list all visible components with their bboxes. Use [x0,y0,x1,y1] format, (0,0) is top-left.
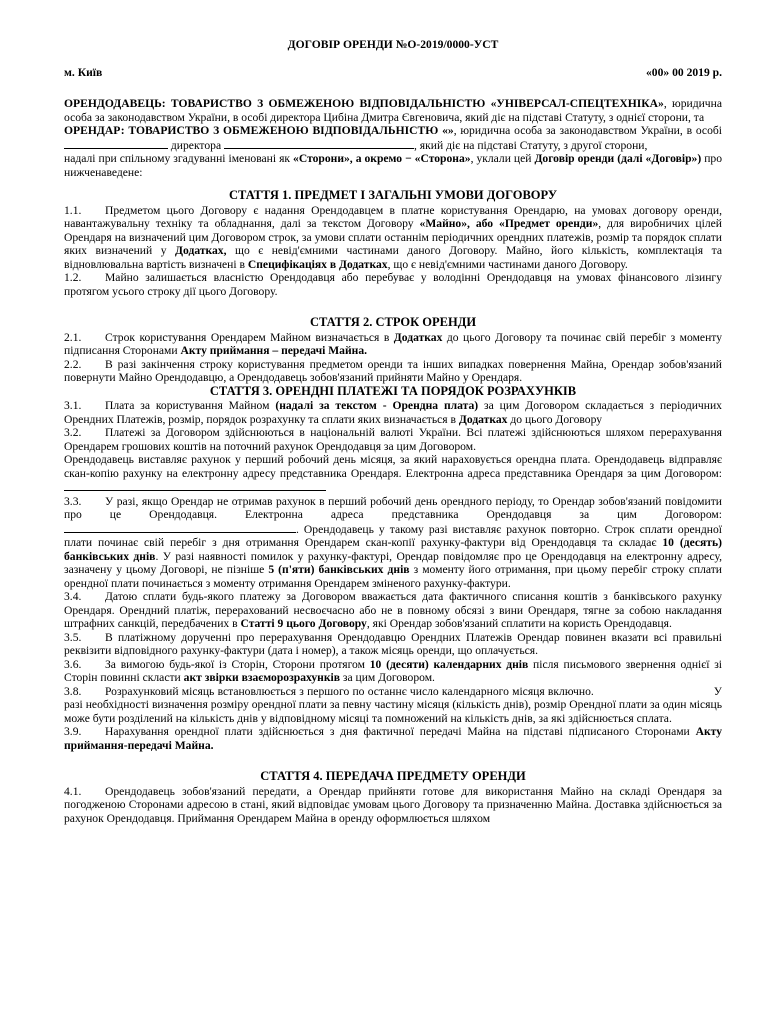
clause-3-8: 3.8. Розрахунковий місяць встановлюється з першого по останнє число календарного місяця включно. У разі необхідності визначення розміру орендної плати за певну частину місяця (кількість днів), розмір Орендної плати за один місяць може бути розділений на кількість днів у відповідному місяці та помножений на кількість днів, за які здійснюється сплата. [64,684,722,725]
lessee-paragraph: ОРЕНДАР: ТОВАРИСТВО З ОБМЕЖЕНОЮ ВІДПОВІДАЛЬНІСТЮ «», юридична особа за законодавством України, в особі директора , який діє на підставі Статуту, з другої сторони, [64,124,722,152]
document-title: ДОГОВІР ОРЕНДИ №О-2019/0000-УСТ [287,38,499,51]
lessee-name: ТОВАРИСТВО З ОБМЕЖЕНОЮ ВІДПОВІДАЛЬНІСТЮ «» [128,124,454,137]
document-page [64,38,722,825]
contract-city: м. Київ [64,65,103,79]
lessor-label: ОРЕНДОДАВЕЦЬ: [64,97,166,110]
parties-together-paragraph: надалі при спільному згадуванні іменовані як «Сторони», а окремо − «Сторона», уклали цей Договір оренди (далі «Договір») про нижченаведене: [64,152,722,179]
clause-3-1: 3.1. Плата за користування Майном (надалі за текстом - Орендна плата) за цим Договором складається з періодичних Орендних Платежів, розмір, порядок розрахунку та сплати яких визначається в Додатках до цього Договору [64,399,722,426]
clause-3-5: 3.5. В платіжному дорученні про перерахування Орендодавцю Орендних Платежів Орендар повинен вказати всі правильні реквізити відповідного рахунку-фактури (дата і номер), а також місяць оренди, що оплачується. [64,630,722,657]
clause-3-2: 3.2. Платежі за Договором здійснюються в національній валюті України. Всі платежі здійснюються шляхом перерахування Орендарем грошових коштів на поточний рахунок Орендодавця за цим Договором. [64,426,722,453]
clause-2-2: 2.2. В разі закінчення строку користування предметом оренди та інших випадках повернення Майна, Орендар зобов'язаний повернути Майно Орендодавцю, а Орендодавець зобов'язаний прийняти Майно у Орендаря. [64,357,722,384]
city-date-row [64,66,722,80]
contract-date: «00» 00 2019 р. [645,65,722,79]
clause-3-3: 3.3. У разі, якщо Орендар не отримав рахунок в перший робочий день орендного періоду, то Орендар зобов'язаний повідомити про це Орендодавця. Електронна адреса представника Орендодавця за цим Договором: . Орендодавець у такому разі виставляє рахунок повторно. Строк сплати орендної плати починає свій перебіг з дня отримання Орендарем скан-копії рахунку-фактури від Орендодавця та складає 10 (десять) банківських днів. У разі наявності помилок у рахунку-фактурі, Орендар повідомляє про це Орендодавця на електронну адресу, зазначену у цьому Договорі, не пізніше 5 (п'яти) банківських днів з моменту його отримання, при цьому перебіг строку сплати орендної плати починається з моменту отримання Орендарем зміненого рахунку-фактури. [64,494,722,590]
lessor-paragraph: ОРЕНДОДАВЕЦЬ: ТОВАРИСТВО З ОБМЕЖЕНОЮ ВІДПОВІДАЛЬНІСТЮ «УНІВЕРСАЛ-СПЕЦТЕХНІКА», юридична особа за законодавством України, в особі директора Цибіна Дмитра Євгеновича, який діє на підставі Статуту, з однієї сторони, та [64,97,722,124]
clause-1-2: 1.2. Майно залишається власністю Орендодавця або перебуває у володінні Орендодавця на умовах фінансового лізингу протягом усього строку дії цього Договору. [64,271,722,298]
clause-3-9: 3.9. Нарахування орендної плати здійснюється з дня фактичної передачі Майна на підставі підписаного Сторонами Акту приймання-передачі Майна. [64,725,722,752]
representative-blank[interactable] [64,138,168,149]
article-2-heading: СТАТТЯ 2. СТРОК ОРЕНДИ [309,315,477,329]
clause-2-1: 2.1. Строк користування Орендарем Майном визначається в Додатках до цього Договору та починає свій перебіг з моменту підписання Сторонами Акту приймання – передачі Майна. [64,330,722,357]
director-name-blank[interactable] [224,138,414,149]
lessor-email-blank[interactable] [64,522,296,533]
clause-3-4: 3.4. Датою сплати будь-якого платежу за Договором вважається дата фактичного списання коштів з банківського рахунку Орендаря. Орендний платіж, перерахований несвоєчасно або не в повному обсязі з вини Орендаря, тягне за собою накладання штрафних санкцій, передбачених в Статті 9 цього Договору, які Орендар зобов'язаний сплатити на користь Орендодавця. [64,590,722,630]
clause-3-2-invoice: Орендодавець виставляє рахунок у перший робочий день місяця, за який нараховується орендна плата. Орендодавець відправляє скан-копію рахунку на електронну адресу представника Орендаря. Електронна адреса представника Орендаря за цим Договором: [64,453,722,495]
lessee-email-blank[interactable] [64,480,326,491]
article-1-heading: СТАТТЯ 1. ПРЕДМЕТ І ЗАГАЛЬНІ УМОВИ ДОГОВОРУ [228,188,558,202]
article-3-heading: СТАТТЯ 3. ОРЕНДНІ ПЛАТЕЖІ ТА ПОРЯДОК РОЗРАХУНКІВ [209,383,577,398]
clause-4-1: 4.1. Орендодавець зобов'язаний передати, а Орендар прийняти готове для використання Майно на складі Орендаря за погодженою Сторонами адресою в стані, який відповідає умовам цього Договору та призначенню Майна. Доставка здійснюється за рахунок Орендодавця. Приймання Орендарем Майна в оренду оформлюється шляхом [64,784,722,825]
clause-1-1: 1.1. Предметом цього Договору є надання Орендодавцем в платне користування Орендарю, на умовах договору оренди, навантажувальну техніку та обладнання, далі за текстом Договору «Майно», або «Предмет оренди», для виробничих цілей Орендаря на визначений цим Договором строк, за умови сплати останнім періодичних орендних платежів, розмір та порядок сплати яких визначений у Додатках, що є невід'ємними частинами даного Договору. Майно, його кількість, комплектація та відновлювальна вартість визначені в Специфікаціях в Додатках, що є невід'ємними частинами даного Договору. [64,203,722,271]
article-4-heading: СТАТТЯ 4. ПЕРЕДАЧА ПРЕДМЕТУ ОРЕНДИ [260,769,526,783]
clause-3-6: 3.6. За вимогою будь-якої із Сторін, Сторони протягом 10 (десяти) календарних днів після письмового звернення однієї зі Сторін повинні скласти акт звірки взаєморозрахунків за цим Договором. [64,657,723,684]
lessee-label: ОРЕНДАР: [64,124,125,137]
lessor-name: ТОВАРИСТВО З ОБМЕЖЕНОЮ ВІДПОВІДАЛЬНІСТЮ «УНІВЕРСАЛ-СПЕЦТЕХНІКА» [170,97,664,110]
